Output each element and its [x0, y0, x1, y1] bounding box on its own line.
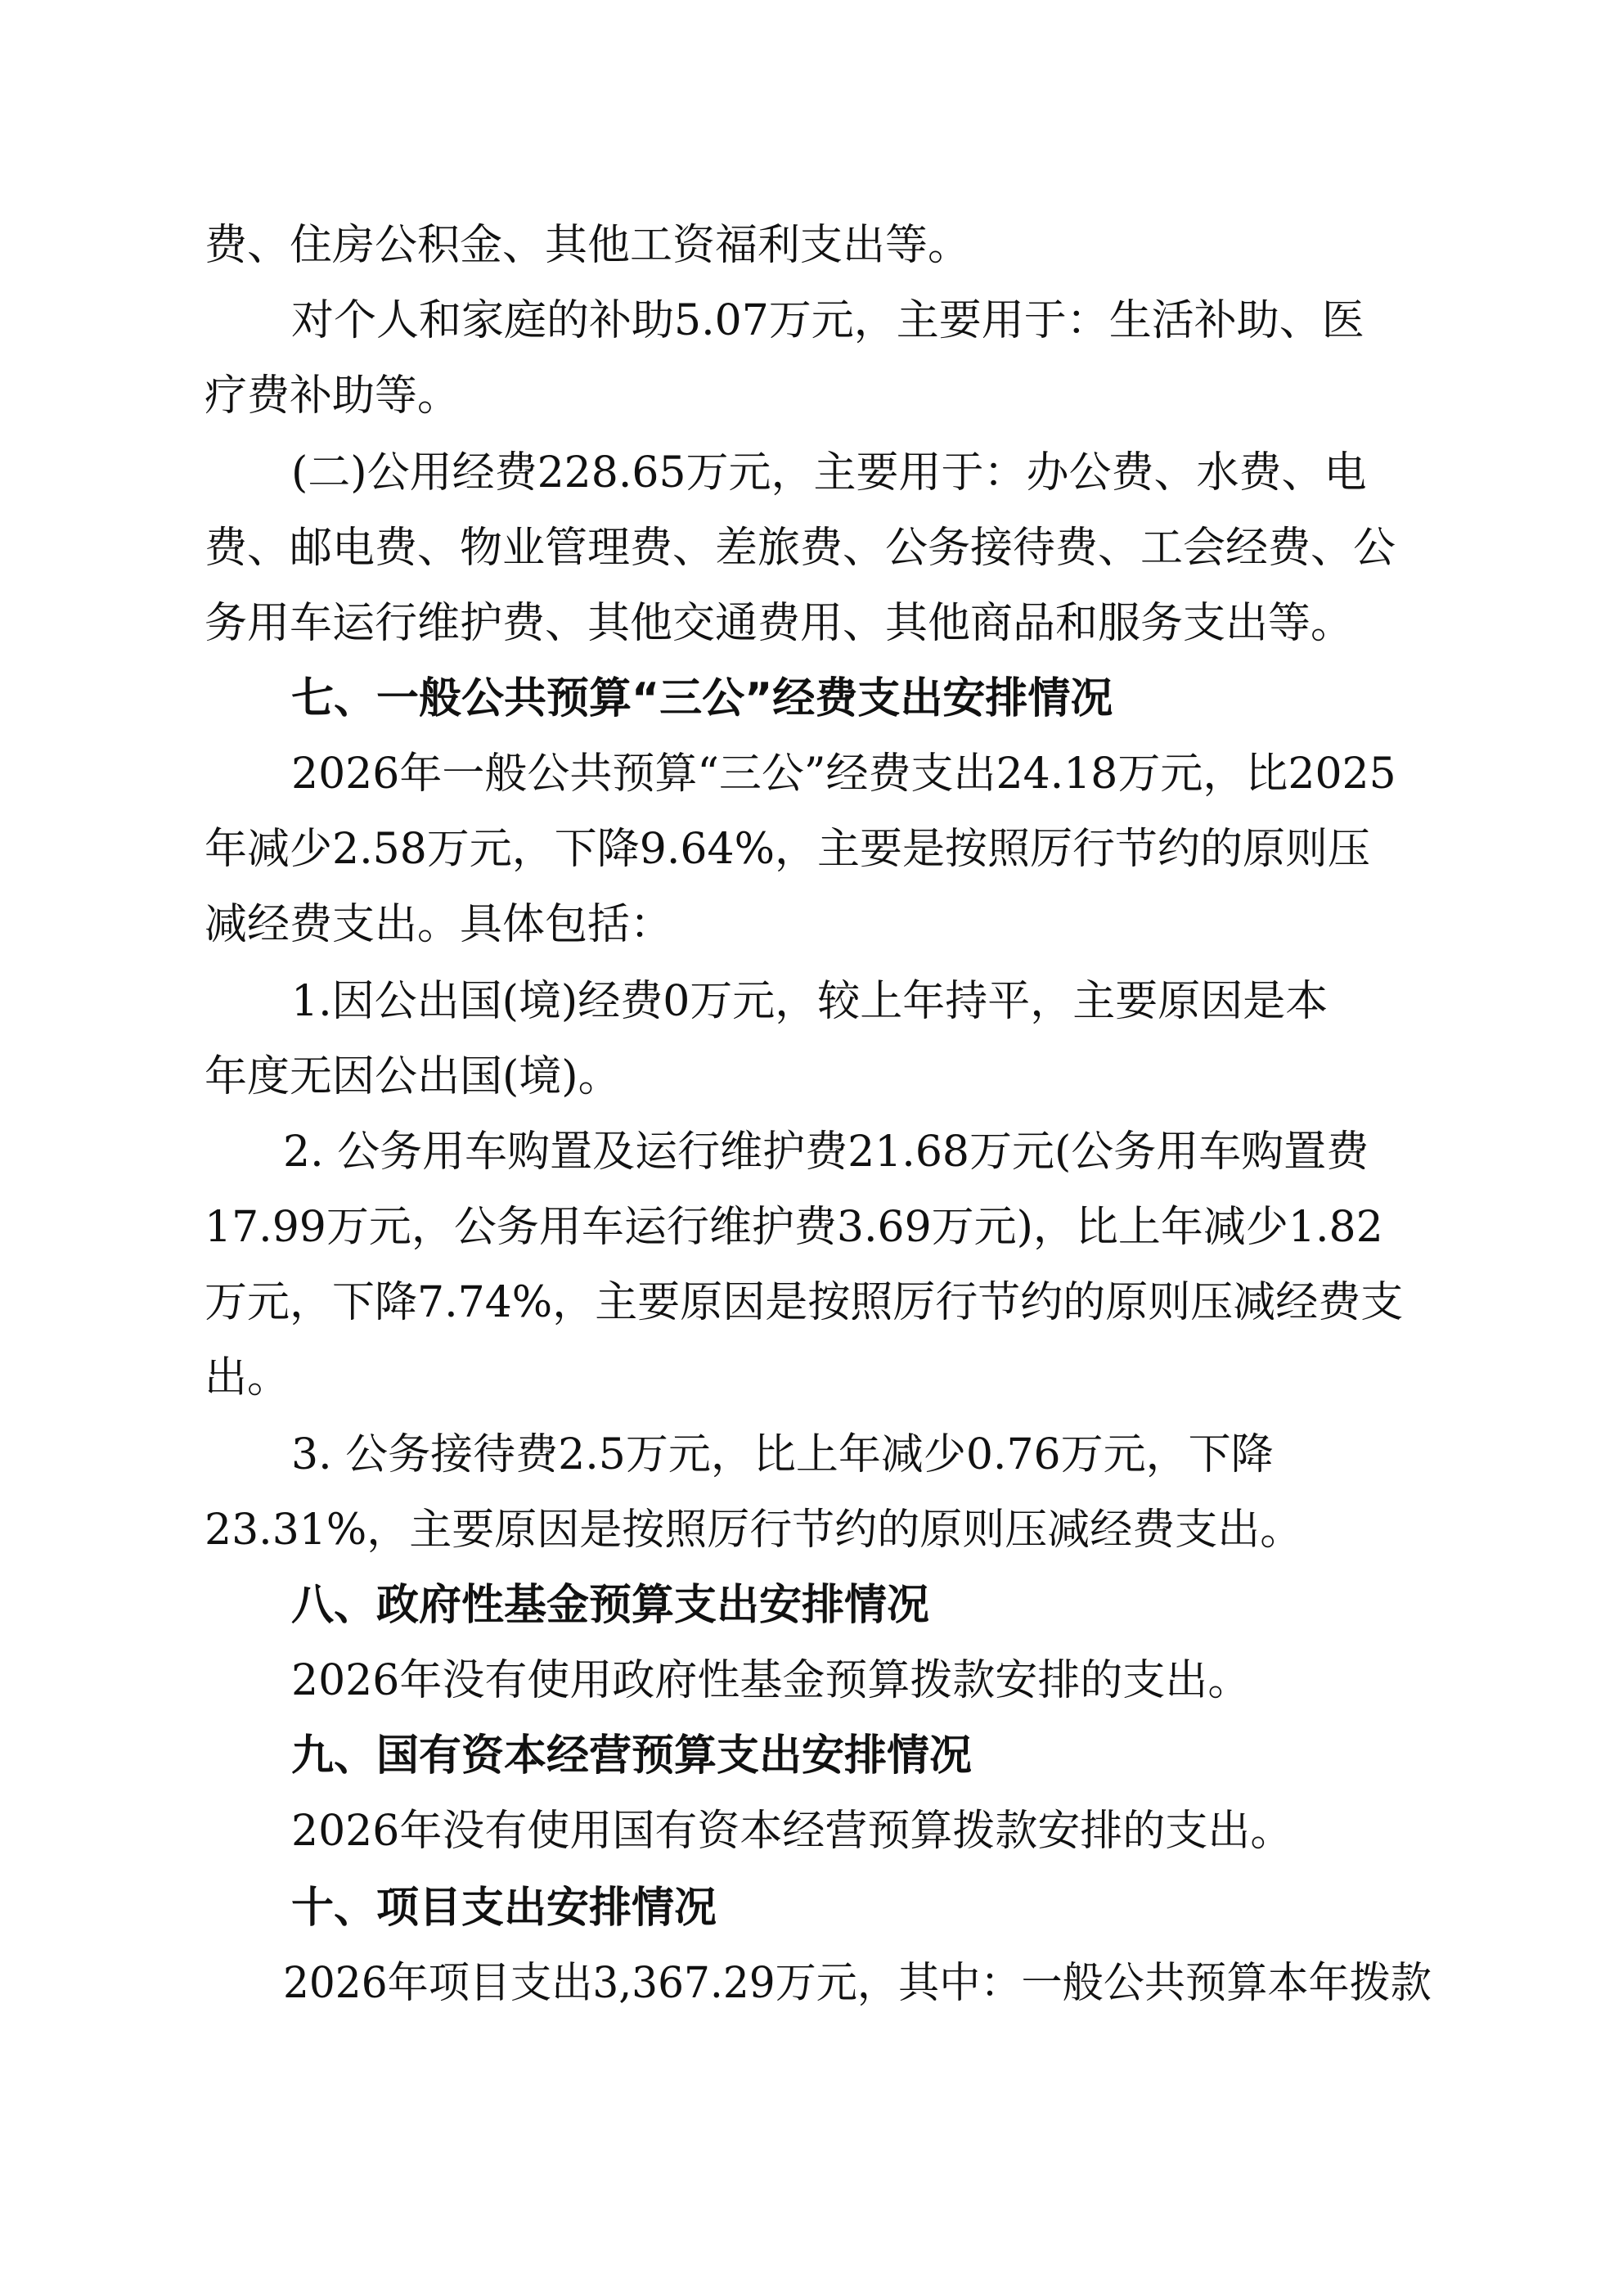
paragraph-line: 2026年没有使用政府性基金预算拨款安排的支出。	[291, 1656, 1251, 1705]
paragraph-line: 3. 公务接待费2.5万元，比上年减少0.76万元，下降	[291, 1430, 1274, 1479]
paragraph-line: 费、邮电费、物业管理费、差旅费、公务接待费、工会经费、公	[205, 524, 1396, 573]
paragraph-line: 出。	[205, 1353, 290, 1402]
section-heading: 九、国有资本经营预算支出安排情况	[291, 1731, 973, 1781]
paragraph-line: 2026年没有使用国有资本经营预算拨款安排的支出。	[291, 1807, 1293, 1856]
paragraph-line: 2026年项目支出3,367.29万元，其中：一般公共预算本年拨款	[283, 1959, 1432, 2008]
paragraph-line: 年减少2.58万元，下降9.64%，主要是按照厉行节约的原则压	[205, 825, 1370, 874]
paragraph-line: 23.31%，主要原因是按照厉行节约的原则压减经费支出。	[205, 1506, 1303, 1555]
paragraph-line: 2026年一般公共预算“三公”经费支出24.18万元，比2025	[291, 750, 1396, 799]
paragraph-line: 1.因公出国(境)经费0万元，较上年持平，主要原因是本	[291, 977, 1329, 1026]
section-heading: 七、一般公共预算“三公”经费支出安排情况	[291, 674, 1113, 723]
paragraph-line: 费、住房公积金、其他工资福利支出等。	[205, 221, 971, 270]
paragraph-line: 疗费补助等。	[205, 371, 461, 421]
paragraph-line: 务用车运行维护费、其他交通费用、其他商品和服务支出等。	[205, 599, 1354, 648]
paragraph-line: 减经费支出。具体包括：	[205, 900, 673, 949]
paragraph-line: 对个人和家庭的补助5.07万元，主要用于：生活补助、医	[291, 296, 1364, 345]
paragraph-line: 万元，下降7.74%，主要原因是按照厉行节约的原则压减经费支	[205, 1278, 1404, 1327]
paragraph-line: (二)公用经费228.65万元，主要用于：办公费、水费、电	[291, 448, 1367, 497]
paragraph-line: 2. 公务用车购置及运行维护费21.68万元(公务用车购置费	[283, 1128, 1369, 1177]
paragraph-line: 年度无因公出国(境)。	[205, 1052, 621, 1101]
section-heading: 八、政府性基金预算支出安排情况	[291, 1581, 930, 1630]
paragraph-line: 17.99万元，公务用车运行维护费3.69万元)，比上年减少1.82	[205, 1203, 1383, 1252]
section-heading: 十、项目支出安排情况	[291, 1884, 717, 1933]
